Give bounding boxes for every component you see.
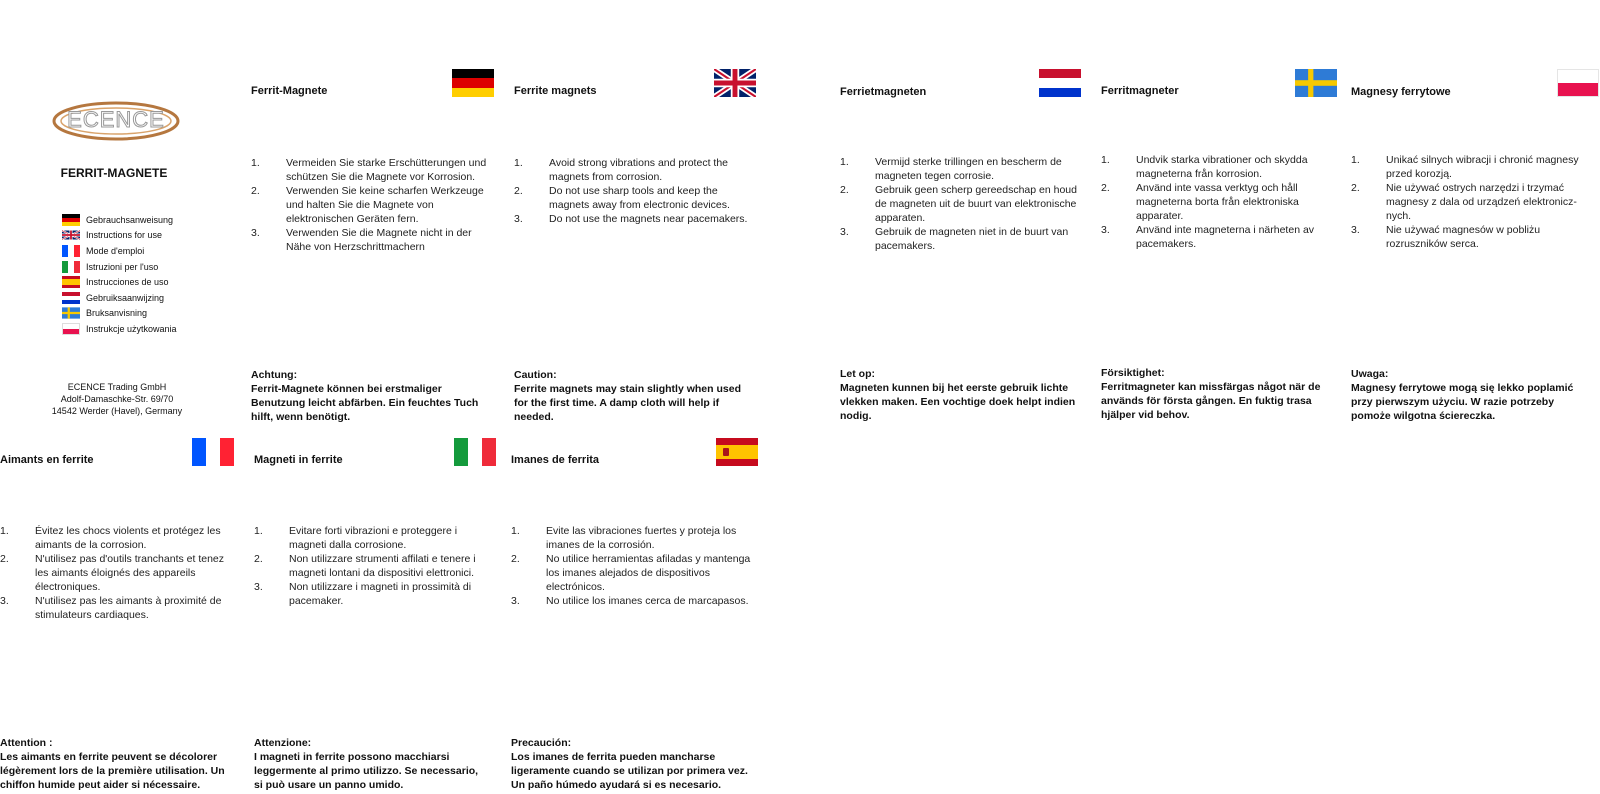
brand-heading: FERRIT-MAGNETE (60, 166, 168, 180)
section-title-se: Ferritmagneter (1101, 85, 1179, 97)
address-street: Adolf-Damaschke-Str. 69/70 (60, 394, 174, 404)
language-item-pl (62, 321, 177, 337)
section-title-en: Ferrite magnets (514, 85, 597, 97)
list-item: 2. Nie używać ostrych narzędzi i trzymać magnesy z dala od urządzeń elektronicz-nych. (1351, 182, 1577, 222)
caution-heading: Achtung: (251, 369, 298, 381)
caution-se (1101, 366, 1331, 422)
caution-text: Ferritmagneter kan missfärgas något när de används för första gången. En fuktig trasa hjälper vid behov. (1101, 381, 1321, 421)
list-item: 2. Gebruik geen scherp gereedschap en houd de magneten uit de buurt van elektronische apparaten. (840, 184, 1077, 224)
language-item-fr (62, 243, 177, 259)
instructions-list-fr (0, 524, 232, 622)
address-company: ECENCE Trading GmbH (67, 382, 167, 392)
language-item-nl (62, 290, 177, 306)
logo-text: ECENCE (67, 107, 165, 132)
language-item-es (62, 274, 177, 290)
section-title-it: Magneti in ferrite (254, 454, 343, 466)
caution-heading: Uwaga: (1351, 368, 1389, 380)
section-title-es: Imanes de ferrita (511, 454, 600, 466)
caution-nl (840, 367, 1076, 423)
german-flag-icon (452, 69, 494, 97)
language-label: Gebrauchsanweisung (86, 214, 174, 225)
list-item: 1. Vermeiden Sie starke Erschütterungen und schützen Sie die Magnete vor Korrosion. (251, 157, 487, 183)
spanish-flag-icon (716, 438, 758, 466)
german-flag-icon (62, 214, 80, 226)
caution-fr (0, 736, 232, 792)
list-item: 1. Evite las vibraciones fuertes y proteja los imanes de la corrosión. (511, 525, 737, 551)
caution-text: I magneti in ferrite possono macchiarsi leggermente al primo utilizzo. Se necessario, si può usare un panno umido. (254, 751, 479, 791)
swedish-flag-icon (1295, 69, 1337, 97)
list-item: 1. Evitare forti vibrazioni e proteggere i magneti dalla corrosione. (254, 525, 458, 551)
list-item: 3. Do not use the magnets near pacemakers. (514, 213, 748, 225)
caution-heading: Attention : (0, 737, 53, 749)
caution-heading: Attenzione: (254, 737, 312, 749)
caution-text: Magneten kunnen bij het eerste gebruik lichte vlekken maken. Een vochtige doek helpt indien nodig. (840, 382, 1076, 422)
language-item-it (62, 259, 177, 275)
list-item: 2. N'utilisez pas d'outils tranchants et tenez les aimants éloignés des appareils électroniques. (0, 553, 225, 593)
company-address (40, 381, 194, 417)
language-item-se (62, 306, 177, 322)
instructions-list-se (1101, 153, 1331, 251)
caution-heading: Försiktighet: (1101, 367, 1165, 379)
list-item: 3. N'utilisez pas les aimants à proximité de stimulateurs cardiaques. (0, 595, 222, 621)
list-item: 3. Gebruik de magneten niet in de buurt van pacemakers. (840, 226, 1069, 252)
list-item: 1. Vermijd sterke trillingen en bescherm de magneten tegen corrosie. (840, 156, 1062, 182)
list-item: 3. No utilice los imanes cerca de marcapasos. (511, 595, 749, 607)
brand-logo (52, 101, 180, 141)
dutch-flag-icon (62, 292, 80, 304)
instructions-list-en (514, 156, 754, 226)
caution-text: Ferrite magnets may stain slightly when used for the first time. A damp cloth will help if needed. (514, 383, 741, 423)
list-item: 3. Non utilizzare i magneti in prossimità di pacemaker. (254, 581, 472, 607)
polish-flag-icon (1557, 69, 1599, 97)
language-label: Instrukcje użytkowania (86, 323, 177, 334)
section-title-pl: Magnesy ferrytowe (1351, 86, 1451, 98)
section-title-fr: Aimants en ferrite (0, 454, 94, 466)
caution-text: Ferrit-Magnete können bei erstmaliger Benutzung leicht abfärben. Ein feuchtes Tuch hilft, wenn benötigt. (251, 383, 479, 423)
address-city: 14542 Werder (Havel), Germany (51, 406, 183, 416)
list-item: 1. Avoid strong vibrations and protect the magnets from corrosion. (514, 157, 728, 183)
dutch-flag-icon (1039, 69, 1081, 97)
instructions-list-es (511, 524, 756, 608)
italian-flag-icon (62, 261, 80, 273)
language-item-en (62, 228, 177, 244)
caution-text: Magnesy ferrytowe mogą się lekko poplamić przy pierwszym użyciu. W razie potrzeby pomoże wilgotna ściereczka. (1351, 382, 1574, 422)
italian-flag-icon (454, 438, 496, 466)
list-item: 2. Verwenden Sie keine scharfen Werkzeuge und halten Sie die Magnete von elektronischen Geräten fern. (251, 185, 484, 225)
language-list (62, 212, 177, 337)
section-title-de: Ferrit-Magnete (251, 85, 328, 97)
french-flag-icon (192, 438, 234, 466)
caution-text: Los imanes de ferrita pueden mancharse ligeramente cuando se utilizan por primera vez. Un paño húmedo ayudará si es necesario. (511, 751, 748, 791)
caution-de (251, 368, 481, 424)
uk-flag-icon (714, 69, 756, 97)
caution-pl (1351, 367, 1591, 423)
caution-text: Les aimants en ferrite peuvent se décolorer légèrement lors de la première utilisation. Un chiffon humide peut aider si nécessaire. (0, 751, 225, 791)
french-flag-icon (62, 245, 80, 257)
list-item: 2. Använd inte vassa verktyg och håll magneterna borta från elektroniska apparater. (1101, 182, 1299, 222)
caution-heading: Caution: (514, 369, 557, 381)
list-item: 3. Verwenden Sie die Magnete nicht in der Nähe von Herzschrittmachern (251, 227, 472, 253)
caution-heading: Let op: (840, 368, 875, 380)
polish-flag-icon (62, 323, 80, 335)
language-label: Mode d'emploi (86, 245, 145, 256)
caution-it (254, 736, 486, 792)
caution-heading: Precaución: (511, 737, 572, 749)
swedish-flag-icon (62, 307, 80, 319)
uk-flag-icon (62, 229, 80, 241)
list-item: 1. Undvik starka vibrationer och skydda magneterna från korrosion. (1101, 154, 1308, 180)
list-item: 1. Unikać silnych wibracji i chronić magnesy przed korozją. (1351, 154, 1579, 180)
caution-es (511, 736, 751, 792)
instructions-list-nl (840, 155, 1080, 253)
language-label: Instructions for use (86, 230, 163, 241)
list-item: 2. Do not use sharp tools and keep the magnets away from electronic devices. (514, 185, 730, 211)
list-item: 2. No utilice herramientas afiladas y mantenga los imanes alejados de dispositivos electrónicos. (511, 553, 751, 593)
list-item: 3. Nie używać magnesów w pobliżu rozruszników serca. (1351, 224, 1541, 250)
instructions-list-pl (1351, 153, 1581, 251)
list-item: 3. Använd inte magneterna i närheten av pacemakers. (1101, 224, 1315, 250)
language-label: Bruksanvisning (86, 308, 148, 319)
instructions-list-it (254, 524, 486, 608)
language-label: Istruzioni per l'uso (86, 261, 159, 272)
section-title-nl: Ferrietmagneten (840, 86, 927, 98)
caution-en (514, 368, 744, 424)
list-item: 2. Non utilizzare strumenti affilati e tenere i magneti lontani da dispositivi elettronici. (254, 553, 476, 579)
spanish-flag-icon (62, 276, 80, 288)
instructions-list-de (251, 156, 491, 254)
language-label: Gebruiksaanwijzing (86, 292, 165, 303)
list-item: 1. Évitez les chocs violents et protégez les aimants de la corrosion. (0, 525, 221, 551)
language-item-de (62, 212, 177, 228)
language-label: Instrucciones de uso (86, 277, 169, 288)
